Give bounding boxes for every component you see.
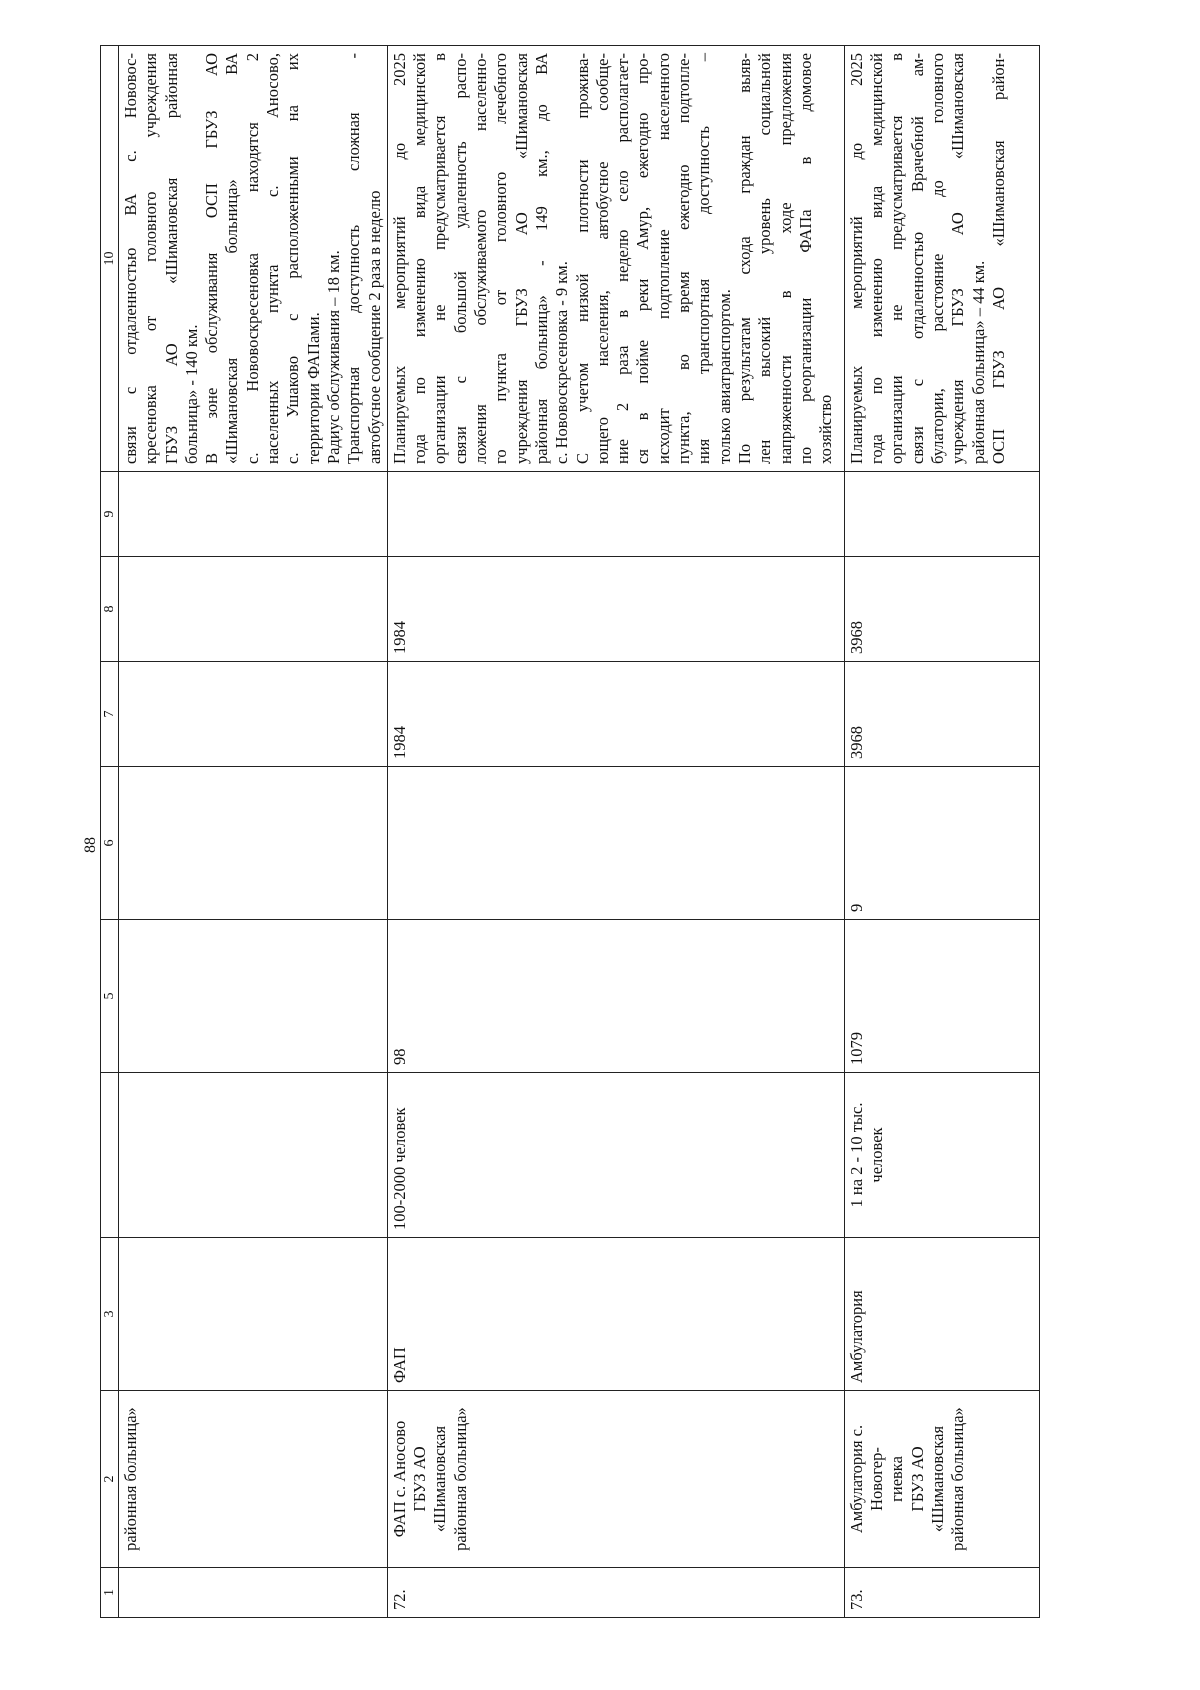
notes-line: года по изменению вида медицинской [867, 53, 887, 464]
population-norm-cell [387, 1073, 844, 1238]
organization-name-cell [387, 1391, 844, 1568]
table-row [387, 46, 844, 1618]
value-cell-col5 [119, 920, 388, 1073]
notes-line: больница» - 140 км. [181, 324, 201, 464]
population-norm-line: 100-2000 человек [389, 1107, 409, 1230]
notes-line: с. Нововоскресеновка - 9 км. [552, 261, 572, 464]
notes-line: районная больница» - 149 км., до ВА [531, 53, 551, 464]
value-cell-col8 [119, 557, 388, 662]
notes-line: Транспортная доступность сложная - [344, 53, 364, 464]
column-header: 1 [101, 1568, 119, 1618]
organization-name-line: районная больница» [450, 1407, 470, 1551]
organization-name-cell [119, 1391, 388, 1568]
value-cell-col7: 1984 [387, 662, 844, 767]
column-header: 10 [101, 46, 119, 472]
notes-line: учреждения ГБУЗ АО «Шимановская [511, 53, 531, 464]
value-cell-col8: 1984 [387, 557, 844, 662]
column-header-row [101, 46, 119, 1618]
notes-line: организации не предусматривается в [887, 53, 907, 464]
page-number: 88 [82, 837, 99, 853]
column-header: 3 [101, 1238, 119, 1391]
notes-line: ГБУЗ АО «Шимановская районная [161, 53, 181, 464]
notes-line: только авиатранспортом. [714, 289, 734, 464]
organization-name-line: ГБУЗ АО «Шимановская [410, 1425, 450, 1533]
notes-line: ние 2 раза в неделю село располагает- [613, 53, 633, 464]
data-table [100, 45, 1040, 1618]
notes-line: булатории, расстояние до головного [928, 53, 948, 464]
row-number-cell [119, 1568, 388, 1618]
unit-type-cell: Амбулатория [844, 1238, 1039, 1391]
value-cell-col5: 1079 [844, 920, 1039, 1073]
notes-line: организации не предусматривается в [430, 53, 450, 464]
value-cell-col9 [119, 472, 388, 557]
organization-name-cell [844, 1391, 1039, 1568]
notes-line: Радиус обслуживания – 18 км. [323, 250, 343, 464]
column-header [101, 1073, 119, 1238]
column-header: 6 [101, 767, 119, 920]
value-cell-col7 [119, 662, 388, 767]
notes-line: населенных пункта с. Аносово, [263, 53, 283, 464]
organization-name-line: ФАП с. Аносово [389, 1420, 409, 1538]
value-cell-col6: 9 [844, 767, 1039, 920]
notes-cell [119, 46, 388, 472]
notes-line: В зоне обслуживания ОСП ГБУЗ АО [202, 53, 222, 464]
column-header: 8 [101, 557, 119, 662]
column-header: 7 [101, 662, 119, 767]
notes-line: территории ФАПами. [303, 312, 323, 464]
notes-line: связи с отдаленностью Врачебной ам- [907, 53, 927, 464]
unit-type-cell [119, 1238, 388, 1391]
value-cell-col9 [387, 472, 844, 557]
rotated-table-page [100, 46, 1090, 1618]
notes-line: По результатам схода граждан выяв- [734, 53, 754, 464]
notes-line: Планируемых мероприятий до 2025 [389, 53, 409, 464]
organization-name-line: Амбулатория с. Новогер- [846, 1424, 887, 1534]
population-norm-cell [844, 1073, 1039, 1238]
column-header: 5 [101, 920, 119, 1073]
notes-line: го пункта от головного лечебного [491, 53, 511, 464]
notes-line: по реорганизации ФАПа в домовое [795, 53, 815, 464]
notes-line: районная больница» – 44 км. [968, 260, 988, 464]
notes-line: ся в пойме реки Амур, ежегодно про- [633, 53, 653, 464]
notes-line: пункта, во время ежегодно подтопле- [674, 53, 694, 464]
notes-line: связи с большой удаленность распо- [450, 53, 470, 464]
notes-line: автобусное сообщение 2 раза в неделю [364, 190, 384, 464]
organization-name-line: ГБУЗ АО «Шимановская [907, 1425, 948, 1533]
notes-cell [387, 46, 844, 472]
value-cell-col8: 3968 [844, 557, 1039, 662]
notes-line: напряженности в ходе предложения [775, 53, 795, 464]
notes-line: хозяйство [816, 394, 836, 464]
notes-line: ОСП ГБУЗ АО «Шимановская район- [988, 53, 1008, 464]
notes-line: ложения обслуживаемого населенно- [471, 53, 491, 464]
population-norm-cell [119, 1073, 388, 1238]
population-norm-line: 1 на 2 - 10 тыс. [846, 1102, 866, 1208]
unit-type-cell: ФАП [387, 1238, 844, 1391]
notes-line: лен высокий уровень социальной [755, 53, 775, 464]
notes-line: с. Нововоскресеновка находятся 2 [242, 53, 262, 464]
notes-line: года по изменению вида медицинской [410, 53, 430, 464]
value-cell-col6 [119, 767, 388, 920]
notes-line: С учетом низкой плотности прожива- [572, 53, 592, 464]
table-row [844, 46, 1039, 1618]
organization-name-line: районная больница» [948, 1407, 968, 1551]
organization-name-line: гиевка [887, 1456, 907, 1502]
row-number-cell: 73. [844, 1568, 1039, 1618]
notes-line: учреждения ГБУЗ АО «Шимановская [948, 53, 968, 464]
notes-cell [844, 46, 1039, 472]
notes-line: Планируемых мероприятий до 2025 [846, 53, 866, 464]
notes-line: кресеновка от головного учреждения [141, 53, 161, 464]
notes-line: ния транспортная доступность – [694, 53, 714, 464]
table-row [119, 46, 388, 1618]
notes-line: с. Ушаково с расположенными на их [283, 53, 303, 464]
column-header: 9 [101, 472, 119, 557]
notes-line: ющего населения, автобусное сообще- [592, 53, 612, 464]
value-cell-col9 [844, 472, 1039, 557]
value-cell-col6 [387, 767, 844, 920]
row-number-cell: 72. [387, 1568, 844, 1618]
organization-name-line: районная больница» [121, 1407, 140, 1551]
notes-line: связи с отдаленностью ВА с. Нововос- [121, 53, 140, 464]
population-norm-line: человек [867, 1127, 887, 1183]
value-cell-col7: 3968 [844, 662, 1039, 767]
notes-line: исходит подтопление населенного [653, 53, 673, 464]
notes-line: «Шимановская больница» ВА [222, 53, 242, 464]
column-header: 2 [101, 1391, 119, 1568]
value-cell-col5: 98 [387, 920, 844, 1073]
